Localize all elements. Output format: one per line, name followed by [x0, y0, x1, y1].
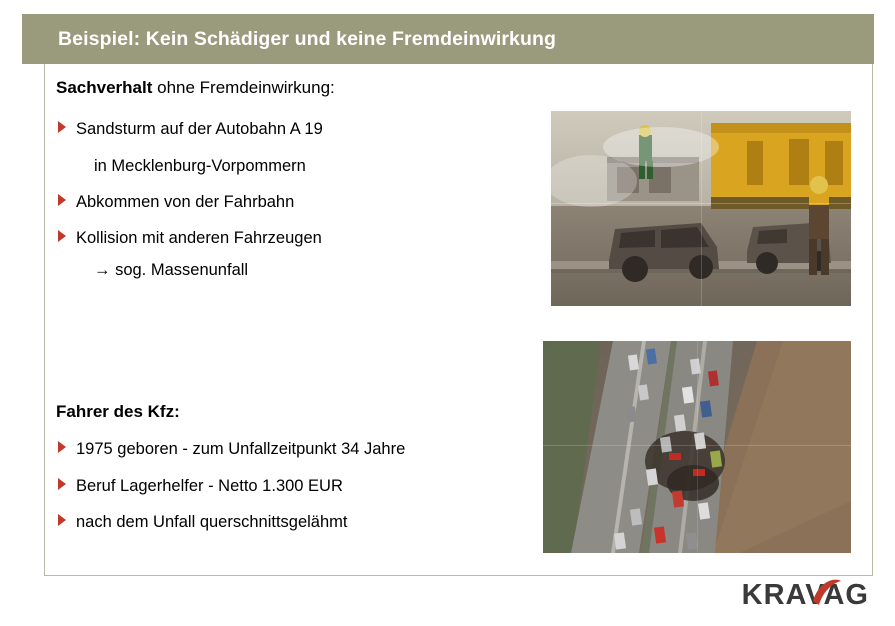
list-item-label: Abkommen von der Fahrbahn: [76, 192, 295, 211]
triangle-bullet-icon: [56, 511, 76, 527]
photo-aerial-pileup: [543, 341, 851, 553]
kravag-logo: [742, 579, 869, 612]
photo-burned-vehicles: [551, 111, 851, 306]
list-item: [56, 118, 526, 140]
page-title: Beispiel: Kein Schädiger und keine Fremdeinwirkung: [58, 27, 557, 50]
section2-heading-bold: Fahrer des Kfz:: [56, 402, 180, 421]
list-item-label: Sandsturm auf der Autobahn A 19: [76, 120, 323, 139]
list-item-label: nach dem Unfall querschnittsgelähmt: [76, 512, 348, 531]
section2-heading: [56, 402, 526, 422]
section1-heading-bold: Sachverhalt: [56, 78, 153, 97]
slide-title-band: [44, 14, 874, 64]
list-item-continuation: in Mecklenburg-Vorpommern: [94, 156, 306, 175]
triangle-bullet-icon: [56, 118, 76, 134]
section-fahrer: [56, 402, 526, 547]
triangle-bullet-icon: [56, 475, 76, 491]
triangle-bullet-icon: [56, 227, 76, 243]
swoosh-icon: [809, 575, 843, 609]
section-sachverhalt: [56, 78, 526, 296]
list-item-label: Beruf Lagerhelfer - Netto 1.300 EUR: [76, 476, 343, 495]
triangle-bullet-icon: [56, 438, 76, 454]
title-accent-bar: [22, 14, 44, 64]
list-item: [56, 475, 526, 497]
section1-heading-rest: ohne Fremdeinwirkung:: [152, 78, 335, 97]
conclusion-line: → sog. Massenunfall: [94, 261, 249, 280]
list-item: [56, 438, 526, 460]
section1-heading: [56, 78, 526, 98]
list-item: [56, 511, 526, 533]
list-item: [56, 227, 526, 249]
logo-wordmark: KRAVAG: [741, 579, 869, 611]
list-item-label: 1975 geboren - zum Unfallzeitpunkt 34 Jahre: [76, 440, 406, 459]
logo-text: [742, 579, 869, 612]
list-item: [56, 191, 526, 213]
list-item-label: Kollision mit anderen Fahrzeugen: [76, 229, 322, 248]
triangle-bullet-icon: [56, 191, 76, 207]
